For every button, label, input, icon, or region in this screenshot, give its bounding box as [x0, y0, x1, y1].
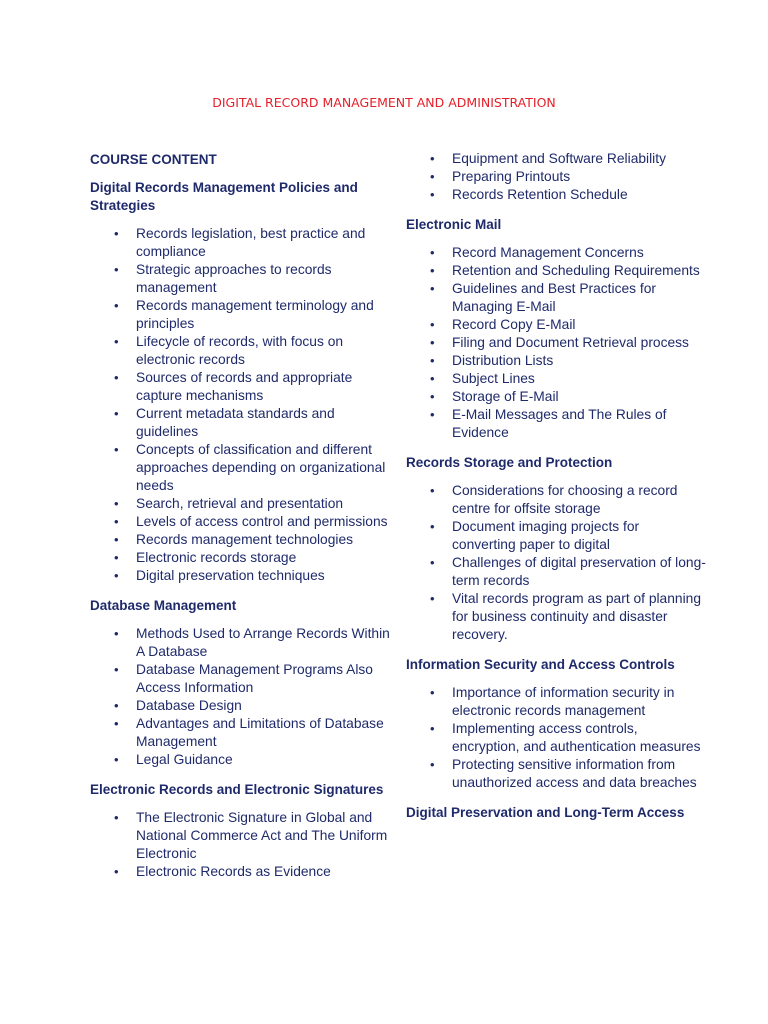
bullet-icon: •	[114, 716, 119, 731]
bullet-icon: •	[430, 371, 435, 386]
list-item	[406, 370, 706, 388]
list-item	[406, 150, 706, 168]
list-item-text: Vital records program as part of planning for business continuity and disaster recovery.	[452, 591, 701, 642]
continued-list	[406, 150, 706, 204]
bullet-icon: •	[430, 555, 435, 570]
list-item-text: Subject Lines	[452, 371, 535, 386]
list-item	[406, 316, 706, 334]
list-item-text: Legal Guidance	[136, 752, 233, 767]
course-section	[90, 781, 390, 881]
section-heading: Electronic Records and Electronic Signatures	[90, 782, 384, 797]
bullet-icon: •	[114, 662, 119, 677]
bullet-icon: •	[114, 514, 119, 529]
list-item-text: Protecting sensitive information from unauthorized access and data breaches	[452, 757, 697, 790]
section-heading: Digital Records Management Policies and Strategies	[90, 180, 358, 213]
list-item-text: Lifecycle of records, with focus on electronic records	[136, 334, 344, 367]
course-section	[90, 597, 390, 769]
list-item-text: Distribution Lists	[452, 353, 554, 368]
section-list	[406, 482, 706, 644]
bullet-icon: •	[430, 317, 435, 332]
list-item	[90, 369, 390, 405]
bullet-icon: •	[430, 245, 435, 260]
list-item-text: Records management terminology and principles	[136, 298, 374, 331]
bullet-icon: •	[430, 757, 435, 772]
list-item	[406, 590, 706, 644]
bullet-icon: •	[430, 353, 435, 368]
list-item	[406, 186, 706, 204]
bullet-icon: •	[430, 721, 435, 736]
list-item-text: Importance of information security in electronic records management	[452, 685, 675, 718]
list-item	[406, 388, 706, 406]
list-item-text: Electronic Records as Evidence	[136, 864, 331, 879]
list-item-text: Concepts of classification and different approaches depending on organizational needs	[136, 442, 386, 493]
list-item	[406, 518, 706, 554]
list-item-text: Electronic records storage	[136, 550, 297, 565]
bullet-icon: •	[430, 151, 435, 166]
list-item-text: Preparing Printouts	[452, 169, 571, 184]
list-item-text: Considerations for choosing a record centre for offsite storage	[452, 483, 678, 516]
section-list	[90, 225, 390, 585]
course-section	[406, 216, 706, 442]
list-item-text: The Electronic Signature in Global and National Commerce Act and The Uniform Electronic	[136, 810, 388, 861]
bullet-icon: •	[430, 263, 435, 278]
list-item-text: Strategic approaches to records management	[136, 262, 332, 295]
list-item	[90, 405, 390, 441]
bullet-icon: •	[114, 496, 119, 511]
list-item	[406, 334, 706, 352]
bullet-icon: •	[114, 334, 119, 349]
section-list	[406, 244, 706, 442]
list-item-text: Records Retention Schedule	[452, 187, 628, 202]
list-item	[406, 720, 706, 756]
section-heading: Digital Preservation and Long-Term Access	[406, 805, 685, 820]
bullet-icon: •	[114, 532, 119, 547]
list-item	[406, 262, 706, 280]
bullet-icon: •	[430, 187, 435, 202]
list-item	[90, 863, 390, 881]
list-item	[90, 513, 390, 531]
list-item-text: Database Management Programs Also Access Information	[136, 662, 373, 695]
section-list	[406, 684, 706, 792]
bullet-icon: •	[430, 591, 435, 606]
section-list	[90, 809, 390, 881]
bullet-icon: •	[430, 407, 435, 422]
list-item	[406, 168, 706, 186]
list-item	[90, 333, 390, 369]
section-heading: Information Security and Access Controls	[406, 657, 675, 672]
bullet-icon: •	[114, 698, 119, 713]
list-item-text: Retention and Scheduling Requirements	[452, 263, 700, 278]
list-item	[90, 531, 390, 549]
list-item	[90, 495, 390, 513]
bullet-icon: •	[114, 626, 119, 641]
section-list	[90, 625, 390, 769]
list-item	[406, 482, 706, 518]
bullet-icon: •	[114, 864, 119, 879]
list-item-text: Advantages and Limitations of Database Management	[136, 716, 384, 749]
list-item	[90, 625, 390, 661]
bullet-icon: •	[114, 550, 119, 565]
bullet-icon: •	[114, 442, 119, 457]
list-item	[406, 756, 706, 792]
bullet-icon: •	[430, 685, 435, 700]
list-item	[406, 554, 706, 590]
course-section	[406, 656, 706, 792]
left-column	[90, 150, 390, 893]
bullet-icon: •	[430, 389, 435, 404]
list-item	[90, 297, 390, 333]
list-item	[90, 261, 390, 297]
bullet-icon: •	[114, 810, 119, 825]
bullet-icon: •	[430, 519, 435, 534]
list-item-text: Methods Used to Arrange Records Within A Database	[136, 626, 390, 659]
section-heading: Database Management	[90, 598, 237, 613]
list-item-text: Implementing access controls, encryption, and authentication measures	[452, 721, 701, 754]
list-item-text: Record Management Concerns	[452, 245, 644, 260]
bullet-icon: •	[430, 169, 435, 184]
bullet-icon: •	[430, 335, 435, 350]
list-item-text: Filing and Document Retrieval process	[452, 335, 689, 350]
list-item-text: Challenges of digital preservation of long-term records	[452, 555, 706, 588]
bullet-icon: •	[114, 568, 119, 583]
list-item-text: Digital preservation techniques	[136, 568, 325, 583]
list-item	[406, 406, 706, 442]
bullet-icon: •	[114, 262, 119, 277]
list-item	[406, 280, 706, 316]
list-item-text: Storage of E-Mail	[452, 389, 559, 404]
list-item	[90, 661, 390, 697]
list-item-text: Database Design	[136, 698, 242, 713]
list-item	[90, 225, 390, 261]
list-item-text: Search, retrieval and presentation	[136, 496, 344, 511]
left-sections	[90, 179, 390, 881]
list-item	[90, 549, 390, 567]
course-content-heading: COURSE CONTENT	[90, 152, 217, 167]
bullet-icon: •	[114, 298, 119, 313]
list-item	[90, 751, 390, 769]
bullet-icon: •	[114, 752, 119, 767]
list-item-text: Current metadata standards and guidelines	[136, 406, 335, 439]
list-item-text: Guidelines and Best Practices for Managing E-Mail	[452, 281, 656, 314]
list-item	[90, 697, 390, 715]
course-section	[406, 804, 706, 822]
document-title: DIGITAL RECORD MANAGEMENT AND ADMINISTRATION	[212, 95, 556, 110]
list-item	[90, 715, 390, 751]
right-sections	[406, 216, 706, 822]
list-item	[406, 684, 706, 720]
list-item	[406, 352, 706, 370]
list-item-text: Document imaging projects for converting paper to digital	[452, 519, 640, 552]
bullet-icon: •	[430, 483, 435, 498]
list-item	[90, 441, 390, 495]
section-heading: Records Storage and Protection	[406, 455, 613, 470]
bullet-icon: •	[114, 406, 119, 421]
list-item	[90, 567, 390, 585]
bullet-icon: •	[114, 370, 119, 385]
list-item-text: E-Mail Messages and The Rules of Evidence	[452, 407, 667, 440]
list-item-text: Sources of records and appropriate capture mechanisms	[136, 370, 353, 403]
list-item-text: Records management technologies	[136, 532, 354, 547]
list-item-text: Equipment and Software Reliability	[452, 151, 666, 166]
bullet-icon: •	[114, 226, 119, 241]
course-section	[90, 179, 390, 585]
list-item-text: Record Copy E-Mail	[452, 317, 576, 332]
list-item-text: Records legislation, best practice and compliance	[136, 226, 366, 259]
section-heading: Electronic Mail	[406, 217, 502, 232]
list-item	[406, 244, 706, 262]
right-column	[406, 150, 706, 832]
course-section	[406, 454, 706, 644]
list-item-text: Levels of access control and permissions	[136, 514, 388, 529]
bullet-icon: •	[430, 281, 435, 296]
list-item	[90, 809, 390, 863]
